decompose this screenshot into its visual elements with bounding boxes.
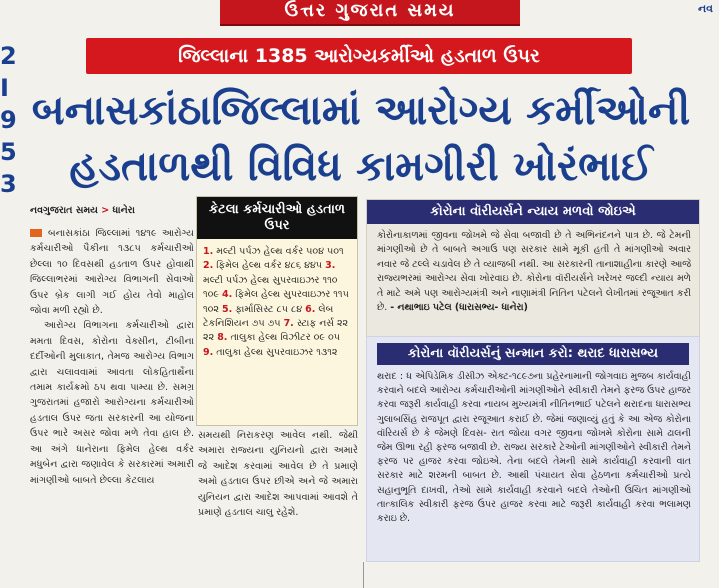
honour-box-title: કોરોના વૉરીયર્સનું સન્માન કરો: થરાદ ધારાસભ્ય	[377, 343, 689, 365]
staff-item: 2. ફિમેલ હેલ્થ વર્કર ૪૮૬ ૪૪૫	[203, 260, 323, 272]
article-column-2: સમયથી નિરાકરણ આવેલ નથી. જેથી અમારા રાજ્યના યુનિયનો દ્વારા અમારે જે આદેશ કરવામાં આવેલ છે તે પ્રમાણે અમો હડતાલ ઉપર છીએ અને જે અમારા યુનિયન દ્વારા આદેશ આપવામાં આવશે તે પ્રમાણે હડતાલ ચાલુ રહેશે.	[198, 430, 358, 519]
honour-box	[366, 336, 700, 562]
honour-box-body: થરાદ : ધ એપિડેમિક ડીસીઝ એક્ટ-૧૮૯૭ના પ્રહેરનામાની જોગવાઇ મુજબ કાર્યવાહી કરવાને બદલે આરોગ્ય કર્મચારીઓની માંગણીઓને સ્વીકારી તેમને ફરજ ઉપર હાજર કરવા જરૂરી કાર્યવાહી કરવા નાયબ મુખ્યમંત્રી નીતિનભાઈ પટેલને થરાદના ધારાસભ્ય ગુલાબસિંહ રાજપૂત દ્વારા રજૂઆત કરાઈ છે. જેમાં જણાવ્યું હતું કે આ એજ કોરોના વૉરિયર્સ છે કે જેમણે દિવસ- રાત જોયા વગર જીવના જોખમે કોરોના સામે ઢાલની જેમ ઊભા રહી ફરજ બજાવી છે. રાજ્ય સરકારે ટેઓની માંગણીઓને સ્વીકારી તેમને ફરજ પર હાજર કરવા જોઇએ. તેના બદલે તેમની સામે કાર્યવાહી કરવાની વાત સરકાર માટે શરમની બાબત છે. આથી પંચાયત સેવા હેઠળના કર્મચારીઓ પ્રત્યે સહાનુભૂતિ દાખવી, તેઓ સામે કાર્યવાહી કરવાને બદલે તેઓની ઉચિત માંગણીઓ તાત્કાલિક સ્વીકારી ફરજ ઉપર હાજર કરવા માટે જરૂરી કાર્યવાહી કરવા ભલામણ કરાઇ છે.	[377, 371, 691, 525]
article-paragraph-1: બનાસકાંઠા જિલ્લામાં ૧૪૧૯ આરોગ્ય કર્મચારીઓ પૈકીના ૧૩૮૫ કર્મચારીઓ છેલ્લા ૧૦ દિવસથી હડતાળ ઉપર હોવાથી જિલ્લાભરમાં આરોગ્ય વિભાગની સેવાઓ ઉપર બ્રેક લાગી ગઈ હોય તેવો માહોલ જોવા મળી રહ્યો છે.	[30, 228, 194, 317]
section-header: ઉત્તર ગુજરાત સમય	[220, 0, 520, 26]
article-column-1	[30, 226, 194, 566]
staff-strike-box	[196, 196, 358, 426]
justice-box-signature: - નથાભાઇ પટેલ (ધારાસભ્ય- ધાનેરા)	[390, 302, 528, 314]
justice-box-body: કોરોનાકાળમાં જીવના જોખમે જે સેવા બજાવી છે તે અભિનંદનને પાત્ર છે. જે ટેમની માંગણીઓ છે તે બાબતે અગાઉ પણ સરકાર સામે મૂકી હતી તે માંગણીઓ અવાર નવાર જે ટલ્લે ચડાવેલ છે તે વ્યાજબી નથી. આ સરકારની તાનાશાહીના કારણે આજે રાજ્યભરમાં આરોગ્ય સેવા ખોરવાઇ છે. કોરોના વૉરીયર્સને ખરેખર જલ્દી ન્યાય મળે તે માટે અમે પણ આરોગ્યમંત્રી અને નાણામંત્રી નિતિન પટેલને લેખીતમાં રજૂઆત કરી છે. - નથાભાઇ પટેલ (ધારાસભ્ય- ધાનેરા)	[377, 230, 691, 314]
byline	[30, 205, 135, 216]
byline-place: ધાનેરા	[112, 205, 135, 216]
staff-item: 3. મલ્ટી પર્પઝ હેલ્થ સુપરવાઇઝર ૧૧૦ ૧૦૯	[203, 260, 338, 301]
headline-line-2: હડતાળથી વિવિધ કામગીરી ખોરંભાઈ	[69, 142, 653, 190]
staff-item: 6. લેબ ટેકનિશિયન ૭૫ ૭૫	[203, 303, 334, 330]
staff-item: 4. ફિમેલ હેલ્થ સુપરવાઇઝર ૧૧૫ ૧૦૨	[203, 289, 349, 315]
headline-line-1: બનાસકાંઠાજિલ્લામાં આરોગ્ય કર્મીઓની	[31, 86, 691, 134]
staff-item: 1. મલ્ટી પર્પઝ હેલ્થ વર્કર ૫૦૪ ૫૦૧	[203, 246, 344, 257]
staff-item: 7. સ્ટાફ નર્સ ૨૨ ૨૨	[203, 318, 349, 344]
article-bullet-icon	[30, 229, 42, 237]
staff-item: 9. તાલુકા હેલ્થ સુપરવાઇઝર ૧૩૧૨	[203, 346, 338, 358]
staff-box-title: કેટલા કર્મચારીઓ હડતાળ ઉપર	[197, 197, 357, 239]
kicker-banner: જિલ્લાના 1385 આરોગ્યકર્મીઓ હડતાળ ઉપર	[86, 38, 632, 74]
staff-item: 8. તાલુકા હેલ્થ વિઝીટર ૦૯ ૦૫	[217, 332, 340, 344]
headline	[26, 82, 696, 194]
article-paragraph-2: આરોગ્ય વિભાગના કર્મચારીઓ દ્વારા મમતા દિવસ, કોરોના વેક્સીન, ટીબીના દર્દીઓની મુલાકાત, તેમજ આરોગ્ય વિભાગ દ્વારા ચલાવવામાં આવતા લોકહિતાર્થેના તમામ કાર્યક્રમો ઠપ થવા પામ્યા છે. સમગ્ર ગુજરાતમાં હજારો આરોગ્યના કર્મચારીઓ હડતાલ ઉપર જતા સરકારની આ યોજના ઉપર ભારે અસર જોવા મળે તેવા હાલ છે. આ અંગે ધાનેરાના ફિમેલ હેલ્થ વર્કર મધુબેન દ્વારા જણાવેલ કે સરકારમાં અમારી માંગણીઓ બાબતે છેલ્લા કેટલાય	[30, 320, 194, 486]
left-column-fragment: 2 I 9 5 3	[0, 42, 17, 198]
byline-separator: >	[101, 205, 110, 216]
byline-source: નવગુજરાત સમય	[30, 205, 98, 216]
staff-item: 5. ફાર્માસિસ્ટ ૮૫ ૮૪	[221, 303, 303, 315]
corner-text: નવ	[697, 2, 713, 15]
staff-list	[197, 239, 357, 360]
column-divider	[363, 562, 364, 588]
justice-box	[366, 199, 700, 337]
justice-box-title: કોરોના વૉરીયર્સને ન્યાય મળવો જોઇએ	[367, 200, 699, 224]
